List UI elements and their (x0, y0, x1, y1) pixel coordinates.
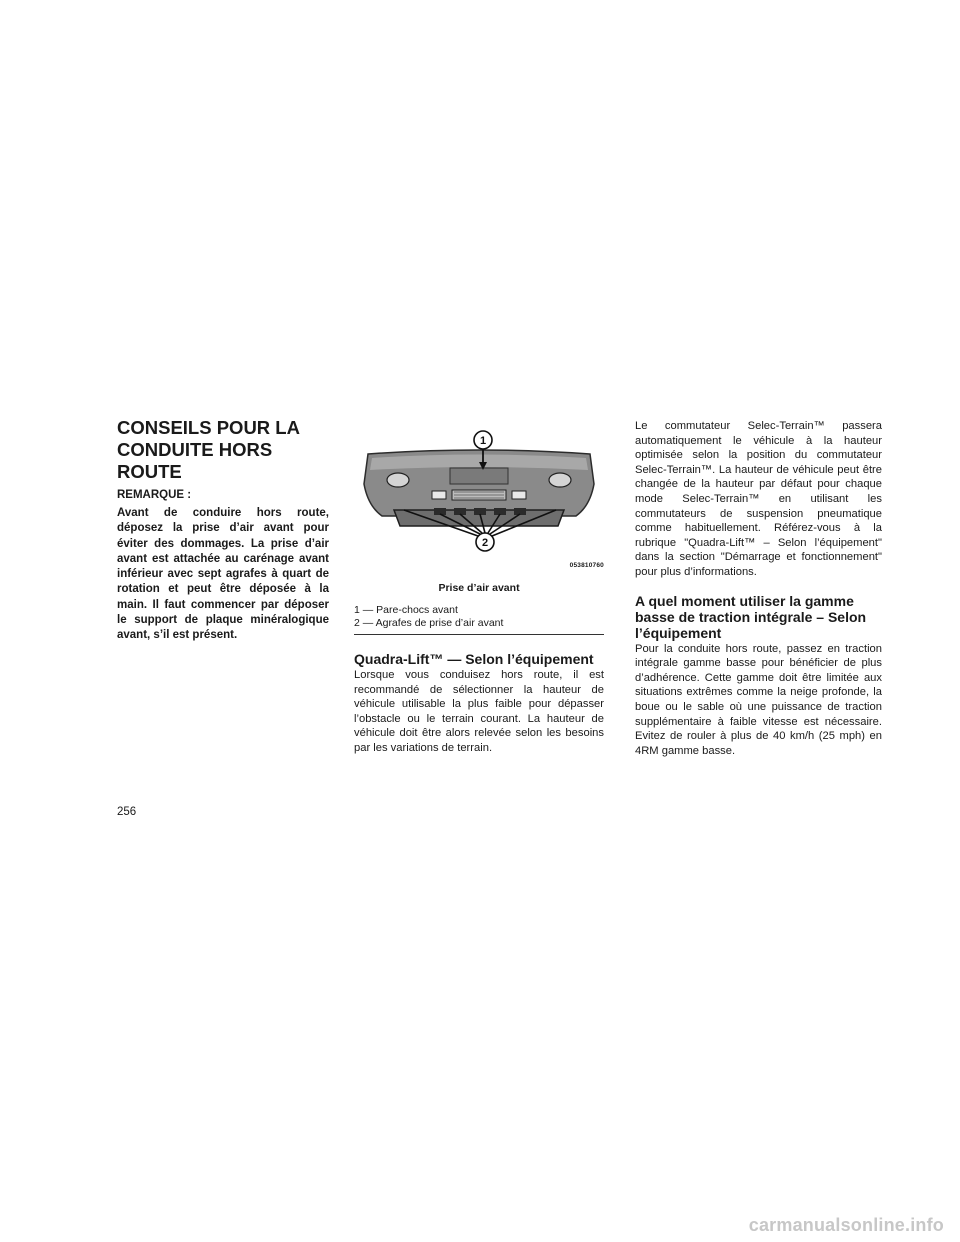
watermark: carmanualsonline.info (748, 1215, 944, 1235)
selec-terrain-text: Le commutateur Selec-Terrain™ passera automatiquement le véhicule à la hauteur optimisée selon la position du commutateur Selec-Terrain™. La hauteur de véhicule peut être changée de la hauteur par défaut pour chaque mode Selec-Terrain™ en utilisant les commutateurs de suspension pneumatique comme habituellement. Référez-vous à la rubrique "Quadra-Lift™ – Selon l’équipement" dans la section "Démarrage et fonctionnement" pour plus d’informations. (635, 420, 882, 578)
callout-1-label: 1 (479, 435, 487, 447)
legend-divider (354, 634, 604, 635)
legend-item-2: 2 — Agrafes de prise d’air avant (354, 617, 504, 629)
figure-code: 053810760 (569, 562, 604, 569)
right-column (635, 419, 882, 758)
middle-column (354, 422, 604, 756)
left-column (117, 417, 329, 644)
quadra-lift-text: Lorsque vous conduisez hors route, il est recommandé de sélectionner la hauteur de véhicule utilisable la plus faible pour dépasser l’obstacle ou le terrain courant. La hauteur de véhicule doit être alors relevée selon les besoins par les variations de terrain. (354, 669, 604, 754)
low-range-text: Pour la conduite hors route, passez en traction intégrale gamme basse pour bénéficier de plus d’adhérence. Cette gamme doit être limitée aux situations extrêmes comme la neige profonde, la boue ou le sable où une puissance de traction supplémentaire à faible vitesse est nécessaire. Evitez de rouler à plus de 40 km/h (25 mph) en 4RM gamme basse. (635, 642, 882, 757)
legend-item-1: 1 — Pare-chocs avant (354, 604, 458, 616)
bumper-illustration (354, 422, 604, 572)
section-title: CONSEILS POUR LA CONDUITE HORS ROUTE (117, 417, 300, 482)
callout-2-label: 2 (481, 537, 489, 549)
low-range-heading: A quel moment utiliser la gamme basse de traction intégrale – Selon l’équipement (635, 592, 867, 641)
page-number: 256 (117, 806, 137, 818)
quadra-lift-heading: Quadra-Lift™ — Selon l’équipement (354, 651, 594, 667)
note-label: REMARQUE : (117, 489, 192, 501)
figure-caption: Prise d’air avant (438, 582, 520, 594)
front-air-dam-figure (354, 422, 604, 592)
note-text: Avant de conduire hors route, déposez la prise d’air avant pour éviter des dommages. La prise d’air avant est attachée au carénage avant inférieur avec sept agrafes à quart de rotation et peut être déposée à la main. Il faut commencer par déposer le support de plaque minéralogique avant, s’il est présent. (117, 507, 329, 642)
